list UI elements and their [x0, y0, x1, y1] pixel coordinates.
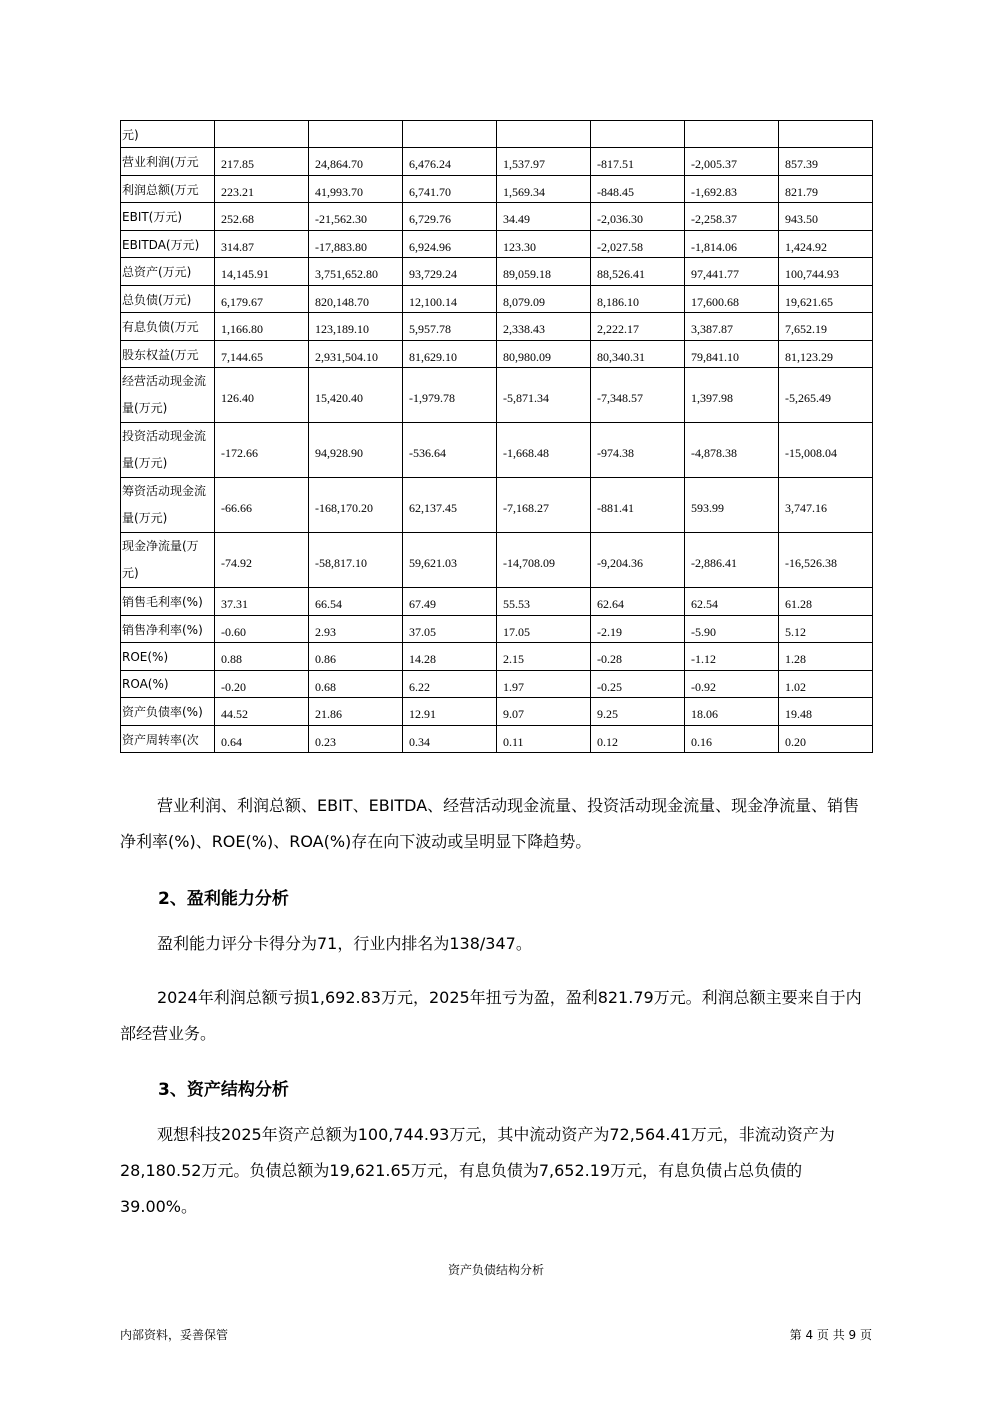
table-cell: 18.06	[685, 698, 779, 726]
table-row	[121, 121, 873, 148]
table-cell: 7,652.19	[779, 313, 873, 341]
table-cell: 17.05	[497, 616, 591, 643]
table-cell: -0.92	[685, 671, 779, 698]
table-cell: -9,204.36	[591, 533, 685, 588]
table-cell: 9.07	[497, 698, 591, 726]
table-cell: -7,348.57	[591, 368, 685, 423]
table-cell: 820,148.70	[309, 286, 403, 313]
table-cell: 55.53	[497, 588, 591, 616]
table-cell: -74.92	[215, 533, 309, 588]
row-label: 营业利润(万元	[121, 148, 215, 176]
table-cell: 6,476.24	[403, 148, 497, 176]
table-row	[121, 341, 873, 368]
table-row	[121, 176, 873, 203]
table-cell: 44.52	[215, 698, 309, 726]
table-cell: -1,692.83	[685, 176, 779, 203]
table-cell: 0.20	[779, 726, 873, 753]
table-cell: 1,397.98	[685, 368, 779, 423]
table-cell: 100,744.93	[779, 258, 873, 286]
table-cell: 62,137.45	[403, 478, 497, 533]
table-cell: -2,886.41	[685, 533, 779, 588]
table-cell: 14.28	[403, 643, 497, 671]
row-label: ROA(%)	[121, 671, 215, 698]
table-cell: -848.45	[591, 176, 685, 203]
table-cell: 93,729.24	[403, 258, 497, 286]
table-cell: -881.41	[591, 478, 685, 533]
table-cell: -817.51	[591, 148, 685, 176]
table-cell: -2,036.30	[591, 203, 685, 231]
table-cell: 6,179.67	[215, 286, 309, 313]
table-cell: -1,668.48	[497, 423, 591, 478]
table-cell	[403, 121, 497, 148]
table-cell: 0.11	[497, 726, 591, 753]
table-cell: 21.86	[309, 698, 403, 726]
row-label: 经营活动现金流量(万元)	[121, 368, 215, 423]
table-cell: 80,340.31	[591, 341, 685, 368]
table-cell: 89,059.18	[497, 258, 591, 286]
table-cell: 7,144.65	[215, 341, 309, 368]
table-row	[121, 643, 873, 671]
row-label: EBITDA(万元)	[121, 231, 215, 258]
row-label: 销售毛利率(%)	[121, 588, 215, 616]
table-cell: 81,629.10	[403, 341, 497, 368]
table-cell: 2,338.43	[497, 313, 591, 341]
table-cell: 2.93	[309, 616, 403, 643]
chart-caption: 资产负债结构分析	[447, 1263, 544, 1277]
table-cell: 5.12	[779, 616, 873, 643]
table-cell: 126.40	[215, 368, 309, 423]
table-cell: 67.49	[403, 588, 497, 616]
footer-confidential-note: 内部资料，妥善保管	[120, 1328, 229, 1342]
table-cell: -5.90	[685, 616, 779, 643]
table-cell: 3,751,652.80	[309, 258, 403, 286]
table-cell: 12.91	[403, 698, 497, 726]
table-cell	[591, 121, 685, 148]
table-cell: 8,079.09	[497, 286, 591, 313]
table-cell: 0.64	[215, 726, 309, 753]
table-cell: -58,817.10	[309, 533, 403, 588]
table-cell: 6,924.96	[403, 231, 497, 258]
table-cell: 123.30	[497, 231, 591, 258]
table-cell: 217.85	[215, 148, 309, 176]
table-cell: -1.12	[685, 643, 779, 671]
row-label: 现金净流量(万元)	[121, 533, 215, 588]
row-label: 资产周转率(次	[121, 726, 215, 753]
table-cell	[685, 121, 779, 148]
row-label: ROE(%)	[121, 643, 215, 671]
table-cell: -4,878.38	[685, 423, 779, 478]
asset-structure-heading: 3、资产结构分析	[158, 1080, 289, 1100]
table-row	[121, 616, 873, 643]
table-row	[121, 258, 873, 286]
table-cell: 59,621.03	[403, 533, 497, 588]
table-cell: 123,189.10	[309, 313, 403, 341]
table-cell: 12,100.14	[403, 286, 497, 313]
table-cell: 1,537.97	[497, 148, 591, 176]
table-cell: 2,222.17	[591, 313, 685, 341]
table-cell: -2.19	[591, 616, 685, 643]
asset-structure-paragraph: 观想科技2025年资产总额为100,744.93万元，其中流动资产为72,564.41万元，非流动资产为28,180.52万元。负债总额为19,621.65万元，有息负债为7,652.19万元，有息负债占总负债的39.00%。	[120, 1125, 835, 1216]
financial-table-body	[121, 121, 873, 753]
table-cell: -0.20	[215, 671, 309, 698]
profit-total-paragraph: 2024年利润总额亏损1,692.83万元，2025年扭亏为盈，盈利821.79万元。利润总额主要来自于内部经营业务。	[120, 988, 862, 1043]
table-cell: -0.60	[215, 616, 309, 643]
row-label: 销售净利率(%)	[121, 616, 215, 643]
table-cell: 0.88	[215, 643, 309, 671]
table-cell: 62.54	[685, 588, 779, 616]
table-cell: -21,562.30	[309, 203, 403, 231]
table-cell: 593.99	[685, 478, 779, 533]
table-cell: -1,979.78	[403, 368, 497, 423]
table-cell: -66.66	[215, 478, 309, 533]
row-label: 总资产(万元)	[121, 258, 215, 286]
row-label: 元)	[121, 121, 215, 148]
trend-summary-paragraph: 营业利润、利润总额、EBIT、EBITDA、经营活动现金流量、投资活动现金流量、现金净流量、销售净利率(%)、ROE(%)、ROA(%)存在向下波动或呈明显下降趋势。	[120, 796, 860, 851]
table-cell: 6,729.76	[403, 203, 497, 231]
row-label: 总负债(万元)	[121, 286, 215, 313]
table-cell: 97,441.77	[685, 258, 779, 286]
table-cell: -2,258.37	[685, 203, 779, 231]
table-cell: -5,871.34	[497, 368, 591, 423]
table-cell: 88,526.41	[591, 258, 685, 286]
table-cell: -14,708.09	[497, 533, 591, 588]
table-cell: 8,186.10	[591, 286, 685, 313]
table-cell: -0.28	[591, 643, 685, 671]
table-row	[121, 726, 873, 753]
table-cell: 2.15	[497, 643, 591, 671]
table-cell: -974.38	[591, 423, 685, 478]
table-cell: 41,993.70	[309, 176, 403, 203]
table-cell: 79,841.10	[685, 341, 779, 368]
table-cell: -7,168.27	[497, 478, 591, 533]
table-cell: -5,265.49	[779, 368, 873, 423]
table-cell	[497, 121, 591, 148]
table-cell: 6,741.70	[403, 176, 497, 203]
table-row	[121, 533, 873, 588]
table-row	[121, 671, 873, 698]
table-cell: 37.05	[403, 616, 497, 643]
table-row	[121, 588, 873, 616]
table-cell: 66.54	[309, 588, 403, 616]
table-cell: 3,387.87	[685, 313, 779, 341]
table-row	[121, 231, 873, 258]
row-label: 筹资活动现金流量(万元)	[121, 478, 215, 533]
table-row	[121, 286, 873, 313]
table-cell: 94,928.90	[309, 423, 403, 478]
table-row	[121, 203, 873, 231]
row-label: 股东权益(万元	[121, 341, 215, 368]
table-cell: 1.97	[497, 671, 591, 698]
table-cell: 62.64	[591, 588, 685, 616]
table-cell: 1.28	[779, 643, 873, 671]
table-cell: 223.21	[215, 176, 309, 203]
table-cell: 34.49	[497, 203, 591, 231]
profitability-heading: 2、盈利能力分析	[158, 889, 289, 909]
table-cell: 857.39	[779, 148, 873, 176]
table-cell: 0.86	[309, 643, 403, 671]
row-label: 利润总额(万元	[121, 176, 215, 203]
row-label: 资产负债率(%)	[121, 698, 215, 726]
table-cell: 252.68	[215, 203, 309, 231]
table-row	[121, 423, 873, 478]
table-cell: 0.68	[309, 671, 403, 698]
table-cell: -172.66	[215, 423, 309, 478]
profitability-score-paragraph: 盈利能力评分卡得分为71，行业内排名为138/347。	[157, 934, 532, 953]
table-cell: 0.12	[591, 726, 685, 753]
table-row	[121, 698, 873, 726]
table-cell: 24,864.70	[309, 148, 403, 176]
row-label: 有息负债(万元	[121, 313, 215, 341]
table-cell: 37.31	[215, 588, 309, 616]
table-cell: 0.23	[309, 726, 403, 753]
row-label: EBIT(万元)	[121, 203, 215, 231]
table-row	[121, 313, 873, 341]
table-cell: 19.48	[779, 698, 873, 726]
table-cell: 314.87	[215, 231, 309, 258]
table-row	[121, 148, 873, 176]
table-cell: 943.50	[779, 203, 873, 231]
table-cell: 1,166.80	[215, 313, 309, 341]
table-cell: -1,814.06	[685, 231, 779, 258]
financial-table	[120, 120, 873, 753]
table-cell	[309, 121, 403, 148]
table-cell: 1,424.92	[779, 231, 873, 258]
table-cell: 2,931,504.10	[309, 341, 403, 368]
table-cell: -2,027.58	[591, 231, 685, 258]
table-row	[121, 478, 873, 533]
table-cell: 81,123.29	[779, 341, 873, 368]
table-cell: 0.16	[685, 726, 779, 753]
table-cell	[779, 121, 873, 148]
table-cell: -15,008.04	[779, 423, 873, 478]
table-cell: 0.34	[403, 726, 497, 753]
table-row	[121, 368, 873, 423]
table-cell: 6.22	[403, 671, 497, 698]
table-cell: 61.28	[779, 588, 873, 616]
table-cell: 5,957.78	[403, 313, 497, 341]
table-cell: 1.02	[779, 671, 873, 698]
table-cell: 3,747.16	[779, 478, 873, 533]
table-cell: 15,420.40	[309, 368, 403, 423]
table-cell: 80,980.09	[497, 341, 591, 368]
table-cell: -2,005.37	[685, 148, 779, 176]
table-cell: -17,883.80	[309, 231, 403, 258]
table-cell	[215, 121, 309, 148]
table-cell: 1,569.34	[497, 176, 591, 203]
table-cell: 821.79	[779, 176, 873, 203]
table-cell: 17,600.68	[685, 286, 779, 313]
table-cell: -536.64	[403, 423, 497, 478]
table-cell: 14,145.91	[215, 258, 309, 286]
footer-page-number: 第 4 页 共 9 页	[789, 1328, 872, 1342]
table-cell: -0.25	[591, 671, 685, 698]
row-label: 投资活动现金流量(万元)	[121, 423, 215, 478]
table-cell: -168,170.20	[309, 478, 403, 533]
table-cell: 9.25	[591, 698, 685, 726]
table-cell: -16,526.38	[779, 533, 873, 588]
table-cell: 19,621.65	[779, 286, 873, 313]
